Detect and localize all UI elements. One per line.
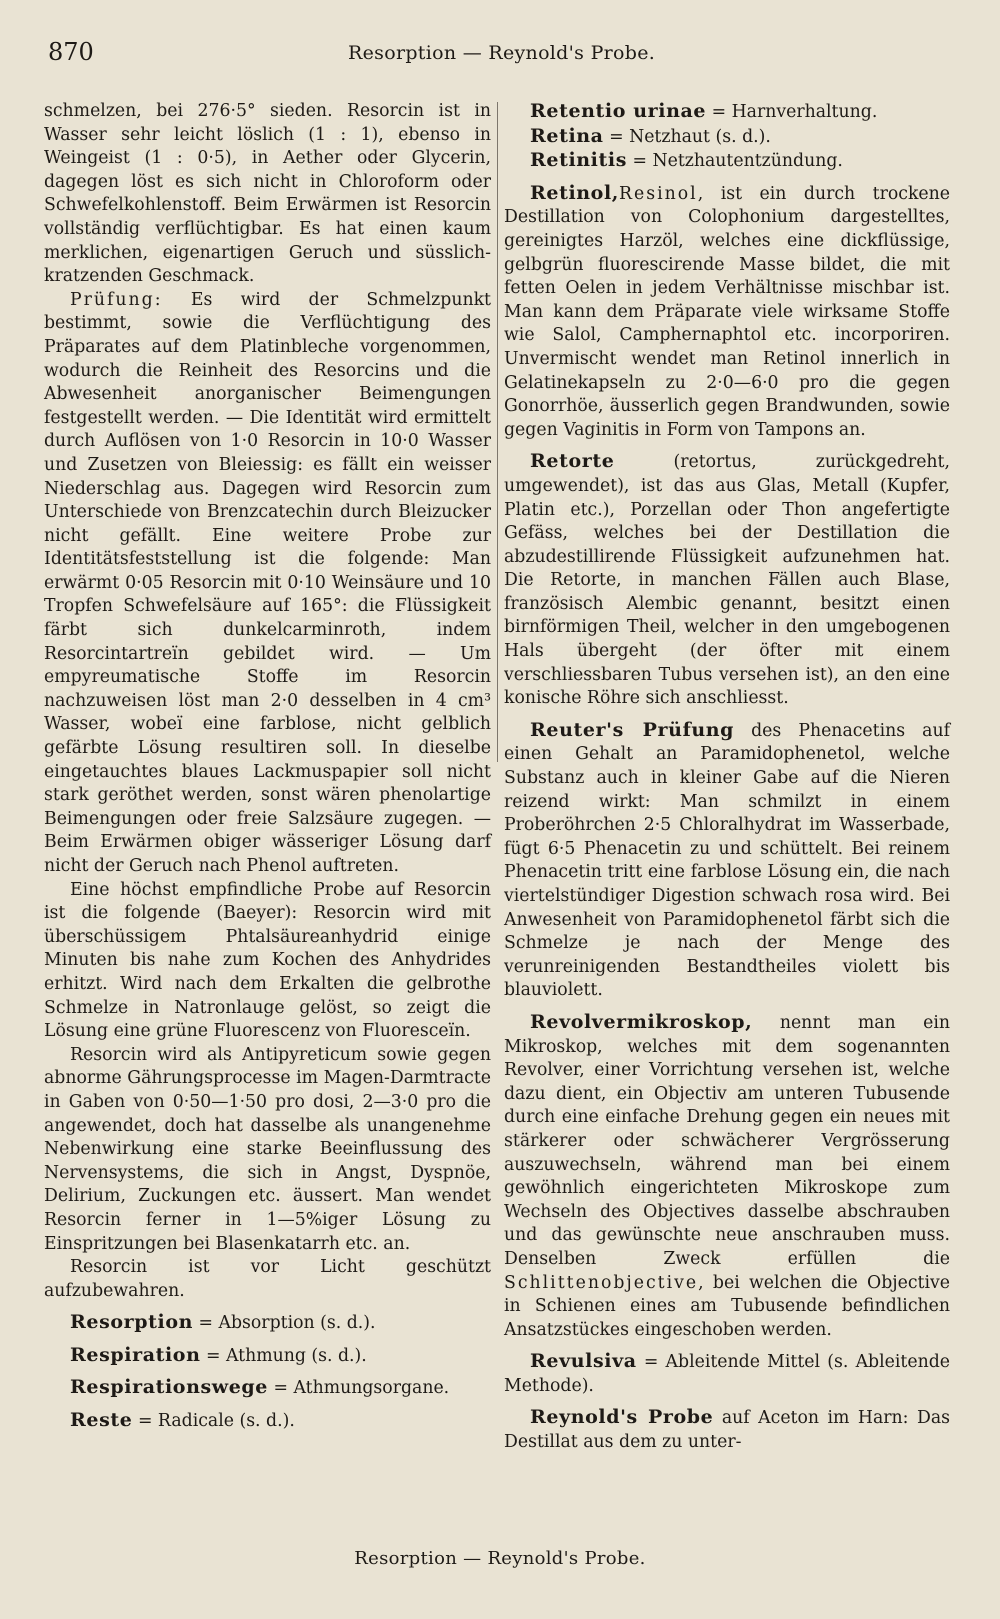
entry-retorte (504, 450, 950, 711)
paragraph-baeyer-test: Eine höchst empfindliche Probe auf Resorcin ist die folgende (Baeyer): Resorcin wird mit überschüssigem Phtalsäureanhydrid einige Minuten bis nahe zum Kochen des Anhydrides erhitzt. Wird nach dem Erkalten die gelbrothe Schmelze in Natronlauge gelöst, so zeigt die Lösung eine grüne Fluorescenz von Fluoresceïn. (44, 879, 491, 1042)
entry-text: nennt man ein Mikroskop, welches mit dem sogenannten Revolver, einer Vorrichtung versehen ist, welche dazu dient, ein Objectiv am unteren Tubusende durch eine einfache Drehung gegen ein neues mit stärkerer oder schwächerer Vergrösserung auszuwechseln, während man bei einem gewöhnlich eingerichteten Mikroskope zum Wechseln des Objectives dasselbe abschrauben und das gewünschte neue anschrauben muss. Denselben Zweck erfüllen die (504, 1012, 950, 1269)
entry-resorption (44, 1311, 491, 1336)
page-header (48, 38, 952, 72)
entry-text: , ist ein durch trockene Destillation von Colophonium dargestelltes, gereinigtes Harzöl, welches eine dickflüssige, gelbgrün fluorescirende Masse bildet, die mit fetten Oelen in jedem Verhältnisse mischbar ist. Man kann dem Präparate viele wirksame Stoffe wie Salol, Camphernaphtol etc. incorporiren. Unvermischt wendet man Retinol innerlich in Gelatinekapseln zu 2·0—6·0 pro die gegen Gonorrhöe, äusserlich gegen Brandwunden, sowie gegen Vaginitis in Form von Tampons an. (504, 183, 950, 440)
catchline-footer: Resorption — Reynold's Probe. (354, 1548, 646, 1569)
entry-reuters-pruefung (504, 719, 950, 1003)
running-title: Resorption — Reynold's Probe. (348, 42, 656, 64)
left-column (44, 100, 491, 1434)
entry-text: = Netzhautentzündung. (627, 151, 843, 172)
headword: Revulsiva (530, 1350, 637, 1373)
headword: Retorte (530, 450, 615, 473)
headword: Resorption (70, 1311, 194, 1334)
headword: Respirationswege (70, 1376, 268, 1399)
paragraph-usage: Resorcin wird als Antipyreticum sowie gegen abnorme Gährungsprocesse im Magen-Darmtracte in Gaben von 0·50—1·50 pro dosi, 2—3·0 pro die angewendet, doch hat dasselbe als unangenehme Nebenwirkung eine starke Beeinflussung des Nervensystems, die sich in Angst, Dyspnöe, Delirium, Zuckungen etc. äussert. Man wendet Resorcin ferner in 1—5%iger Lösung zu Einspritzungen bei Blasenkatarrh etc. an. (44, 1044, 491, 1254)
spaced-term: Schlittenobjective (504, 1272, 699, 1293)
entry-reste (44, 1409, 491, 1434)
spaced-synonym: Resinol (619, 183, 698, 204)
entry-text: = Athmung (s. d.). (200, 1345, 367, 1366)
headword: Reste (70, 1409, 133, 1432)
entry-retentio-urinae (504, 100, 950, 125)
headword: Respiration (70, 1343, 201, 1366)
headword: Reynold's Probe (530, 1406, 714, 1429)
pruefung-label: Prüfung: (70, 289, 163, 310)
entry-retinol (504, 182, 950, 443)
entry-revolvermikroskop (504, 1011, 950, 1342)
entry-retina (504, 125, 950, 150)
entry-respiration (44, 1344, 491, 1369)
headword: Retentio urinae (530, 100, 707, 122)
entry-retinitis (504, 149, 950, 174)
right-column (504, 100, 950, 1455)
pruefung-text: Es wird der Schmelzpunkt bestimmt, sowie die Verflüchtigung des Präparates auf dem Platinbleche vorgenommen, wodurch die Reinheit des Resorcins und die Abwesenheit anorganischer Beimengungen festgestellt werden. — Die Identität wird ermittelt durch Auflösen von 1·0 Resorcin in 10·0 Wasser und Zusetzen von Bleiessig: es fällt ein weisser Niederschlag aus. Dagegen wird Resorcin zum Unterschiede von Brenzcatechin durch Bleizucker nicht gefällt. Eine weitere Probe zur Identitätsfeststellung ist die folgende: Man erwärmt 0·05 Resorcin mit 0·10 Weinsäure und 10 Tropfen Schwefelsäure auf 165°: die Flüssigkeit färbt sich dunkelcarminroth, indem Resorcintartreïn gebildet wird. — Um empyreumatische Stoffe im Resorcin nachzuweisen löst man 2·0 desselben in 4 cm³ Wasser, wobeï eine farblose, nicht gelblich gefärbte Lösung resultiren soll. In dieselbe eingetauchtes blaues Lackmuspapier soll nicht stark geröthet werden, sonst wären phenolartige Beimengungen oder freie Salzsäure zugegen. — Beim Erwärmen obiger wässeriger Lösung darf nicht der Geruch nach Phenol auftreten. (44, 289, 491, 876)
page-number: 870 (48, 38, 94, 66)
entry-text: = Ableitende Mittel (s. Ableitende Methode). (504, 1352, 950, 1396)
entry-text: = Athmungsorgane. (268, 1378, 450, 1399)
column-divider (497, 102, 498, 762)
paragraph-properties: schmelzen, bei 276·5° sieden. Resorcin ist in Wasser sehr leicht löslich (1 : 1), ebenso in Weingeist (1 : 0·5), in Aether oder Glycerin, dagegen löst es sich nicht in Chloroform oder Schwefelkohlenstoff. Beim Erwärmen ist Resorcin vollständig verflüchtigbar. Es hat einen kaum merklichen, eigenartigen Geruch und süsslich-kratzenden Geschmack. (44, 101, 491, 287)
headword: Retinitis (530, 149, 627, 172)
entry-text: des Phenacetins auf einen Gehalt an Paramidophenetol, welche Substanz auch in kleiner Gabe auf die Nieren reizend wirkt: Man schmilzt in einem Proberöhrchen 2·5 Chloralhydrat im Wasserbade, fügt 6·5 Phenacetin zu und schüttelt. Bei reinem Phenacetin tritt eine farblose Lösung ein, die nach viertelstündiger Digestion schwach rosa wird. Bei Anwesenheit von Paramidophenetol färbt sich die Schmelze je nach der Menge des verunreinigenden Bestandtheiles violett bis blauviolett. (504, 720, 950, 1001)
entry-revulsiva (504, 1350, 950, 1398)
entry-text: = Radicale (s. d.). (132, 1411, 295, 1432)
headword: Reuter's Prüfung (530, 718, 735, 741)
headword: Retina (530, 124, 604, 147)
entry-text: = Netzhaut (s. d.). (603, 126, 771, 147)
paragraph-storage: Resorcin ist vor Licht geschützt aufzubewahren. (44, 1257, 491, 1301)
entry-text: = Absorption (s. d.). (193, 1313, 376, 1334)
headword: Revolvermikroskop, (530, 1010, 753, 1033)
paragraph-pruefung (44, 289, 491, 879)
entry-text-tail: , bei welchen die Objective in Schienen eines am Tubusende befindlichen Ansatzstückes eingeschoben werden. (504, 1272, 950, 1340)
entry-text: (retortus, zurückgedreht, umgewendet), ist das aus Glas, Metall (Kupfer, Platin etc.), Porzellan oder Thon angefertigte Gefäss, welches bei der Destillation die abzudestillirende Flüssigkeit aufzunehmen hat. Die Retorte, in manchen Fällen auch Blase, französisch Alembic genannt, besitzt einen birnförmigen Theil, welcher in den umgebogenen Hals übergeht (der öfter mit einem verschliessbaren Tubus versehen ist), an den eine konische Röhre sich anschliesst. (504, 452, 950, 709)
entry-text: auf Aceton im Harn: Das Destillat aus dem zu unter- (504, 1408, 950, 1453)
entry-text: = Harnverhaltung. (706, 102, 878, 122)
headword: Retinol, (530, 181, 619, 204)
entry-reynolds-probe (504, 1406, 950, 1454)
entry-respirationswege (44, 1376, 491, 1401)
